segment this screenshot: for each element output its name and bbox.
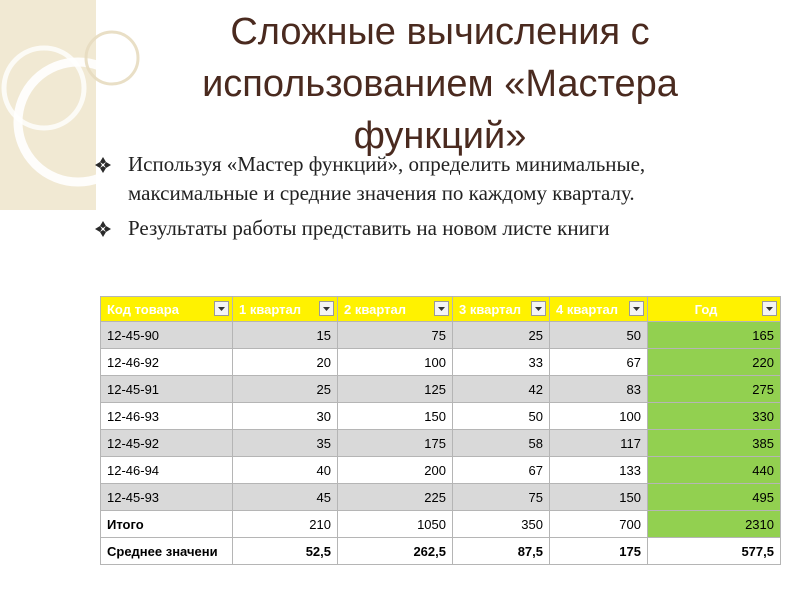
- cell-q4[interactable]: 117: [550, 430, 648, 457]
- average-row: [101, 538, 781, 565]
- cell-q3[interactable]: 350: [453, 511, 550, 538]
- diamond-bullet-icon: [94, 220, 112, 238]
- cell-q3[interactable]: 58: [453, 430, 550, 457]
- cell-code[interactable]: 12-45-90: [101, 322, 233, 349]
- table-row: [101, 430, 781, 457]
- diamond-bullet-icon: [94, 156, 112, 174]
- cell-code[interactable]: 12-45-91: [101, 376, 233, 403]
- bullet-text: Используя «Мастер функций», определить минимальные, максимальные и средние значения по каждому кварталу.: [128, 152, 646, 205]
- header-row: [101, 297, 781, 322]
- cell-q4[interactable]: 700: [550, 511, 648, 538]
- cell-code[interactable]: Среднее значени: [101, 538, 233, 565]
- cell-q3[interactable]: 67: [453, 457, 550, 484]
- slide-title: Сложные вычисления с использованием «Мастера функций»: [202, 11, 678, 157]
- table-row: [101, 322, 781, 349]
- column-header: [101, 297, 233, 322]
- cell-q1[interactable]: 40: [233, 457, 338, 484]
- bullet-list: [90, 150, 780, 243]
- cell-q4[interactable]: 150: [550, 484, 648, 511]
- cell-q1[interactable]: 30: [233, 403, 338, 430]
- cell-year[interactable]: 385: [648, 430, 781, 457]
- bullet-text: Результаты работы представить на новом листе книги: [128, 216, 610, 240]
- filter-dropdown-icon[interactable]: [319, 301, 334, 316]
- column-header-label: Код товара: [107, 301, 179, 317]
- table-row: [101, 349, 781, 376]
- cell-q3[interactable]: 75: [453, 484, 550, 511]
- column-header-label: 2 квартал: [344, 301, 407, 317]
- cell-year[interactable]: 220: [648, 349, 781, 376]
- column-header-label: 3 квартал: [459, 301, 522, 317]
- cell-q3[interactable]: 33: [453, 349, 550, 376]
- cell-q1[interactable]: 45: [233, 484, 338, 511]
- column-header: [550, 297, 648, 322]
- cell-q2[interactable]: 150: [338, 403, 453, 430]
- cell-q4[interactable]: 175: [550, 538, 648, 565]
- cell-q3[interactable]: 42: [453, 376, 550, 403]
- cell-year[interactable]: 440: [648, 457, 781, 484]
- cell-q4[interactable]: 50: [550, 322, 648, 349]
- cell-q1[interactable]: 20: [233, 349, 338, 376]
- cell-q2[interactable]: 100: [338, 349, 453, 376]
- cell-q1[interactable]: 25: [233, 376, 338, 403]
- column-header-label: Год: [694, 301, 718, 317]
- column-header: [648, 297, 781, 322]
- column-header: [453, 297, 550, 322]
- cell-q4[interactable]: 83: [550, 376, 648, 403]
- bullet-item: [90, 214, 780, 243]
- cell-q2[interactable]: 75: [338, 322, 453, 349]
- cell-code[interactable]: 12-46-94: [101, 457, 233, 484]
- table-row: [101, 403, 781, 430]
- cell-year[interactable]: 495: [648, 484, 781, 511]
- cell-q4[interactable]: 100: [550, 403, 648, 430]
- cell-code[interactable]: Итого: [101, 511, 233, 538]
- cell-code[interactable]: 12-45-92: [101, 430, 233, 457]
- cell-year[interactable]: 330: [648, 403, 781, 430]
- cell-q2[interactable]: 175: [338, 430, 453, 457]
- column-header-label: 1 квартал: [239, 301, 302, 317]
- column-header: [338, 297, 453, 322]
- filter-dropdown-icon[interactable]: [434, 301, 449, 316]
- cell-q2[interactable]: 125: [338, 376, 453, 403]
- cell-code[interactable]: 12-46-93: [101, 403, 233, 430]
- column-header-label: 4 квартал: [556, 301, 619, 317]
- bullet-item: [90, 150, 780, 208]
- cell-q4[interactable]: 133: [550, 457, 648, 484]
- table-row: [101, 484, 781, 511]
- cell-q3[interactable]: 50: [453, 403, 550, 430]
- cell-q3[interactable]: 25: [453, 322, 550, 349]
- table-row: [101, 457, 781, 484]
- cell-year[interactable]: 165: [648, 322, 781, 349]
- cell-code[interactable]: 12-45-93: [101, 484, 233, 511]
- column-header: [233, 297, 338, 322]
- filter-dropdown-icon[interactable]: [214, 301, 229, 316]
- cell-q1[interactable]: 35: [233, 430, 338, 457]
- cell-q3[interactable]: 87,5: [453, 538, 550, 565]
- cell-year[interactable]: 2310: [648, 511, 781, 538]
- cell-year[interactable]: 275: [648, 376, 781, 403]
- cell-q2[interactable]: 200: [338, 457, 453, 484]
- cell-year[interactable]: 577,5: [648, 538, 781, 565]
- cell-q1[interactable]: 52,5: [233, 538, 338, 565]
- total-row: [101, 511, 781, 538]
- cell-q4[interactable]: 67: [550, 349, 648, 376]
- cell-q2[interactable]: 262,5: [338, 538, 453, 565]
- cell-q1[interactable]: 210: [233, 511, 338, 538]
- cell-code[interactable]: 12-46-92: [101, 349, 233, 376]
- spreadsheet-table: [100, 296, 781, 565]
- filter-dropdown-icon[interactable]: [762, 301, 777, 316]
- filter-dropdown-icon[interactable]: [531, 301, 546, 316]
- cell-q2[interactable]: 1050: [338, 511, 453, 538]
- filter-dropdown-icon[interactable]: [629, 301, 644, 316]
- table-row: [101, 376, 781, 403]
- cell-q2[interactable]: 225: [338, 484, 453, 511]
- cell-q1[interactable]: 15: [233, 322, 338, 349]
